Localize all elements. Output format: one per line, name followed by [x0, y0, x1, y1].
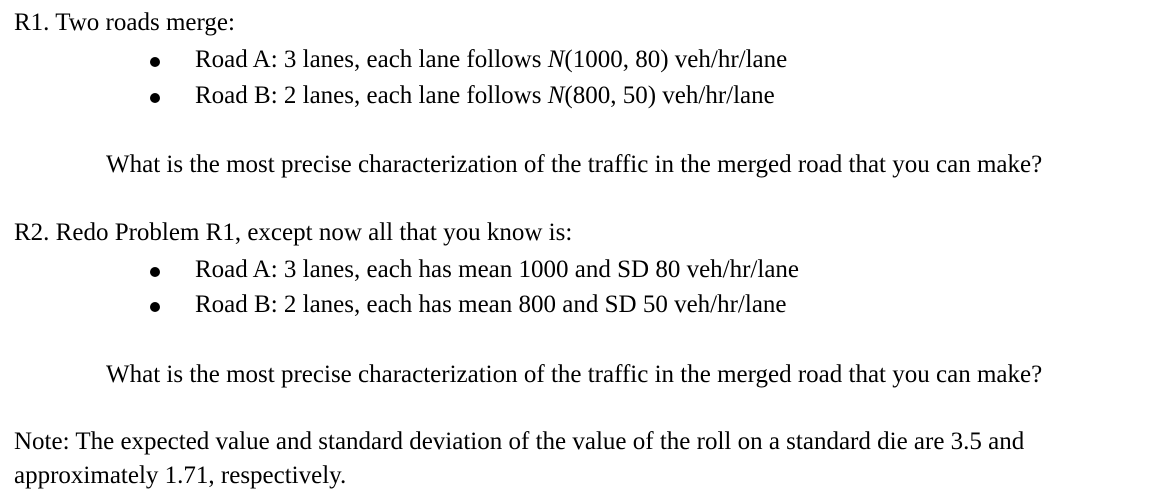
- r1-road-a-prefix: Road A: 3 lanes, each lane follows: [195, 46, 548, 73]
- r1-question: What is the most precise characterization of the traffic in the merged road that you can make?: [106, 151, 1043, 178]
- r2-question: What is the most precise characterization of the traffic in the merged road that you can make?: [106, 361, 1043, 388]
- bullet-icon: [150, 93, 160, 103]
- r1-heading: R1. Two roads merge:: [14, 9, 235, 36]
- r1-road-a-params: (1000, 80) veh/hr/lane: [564, 46, 788, 73]
- r1-bullet-road-b: [195, 78, 775, 114]
- r2-bullet-road-a: Road A: 3 lanes, each has mean 1000 and SD 80 veh/hr/lane: [195, 256, 800, 283]
- bullet-icon: [150, 302, 160, 312]
- r1-road-a-distribution: N: [547, 46, 565, 73]
- r2-heading: R2. Redo Problem R1, except now all that you know is:: [14, 219, 573, 246]
- bullet-icon: [150, 267, 160, 277]
- r1-bullet-road-a: [195, 42, 787, 78]
- r1-road-b-distribution: N: [547, 82, 565, 109]
- note-line-2: approximately 1.71, respectively.: [14, 462, 347, 489]
- r1-road-b-params: (800, 50) veh/hr/lane: [564, 82, 775, 109]
- note-line-1: Note: The expected value and standard deviation of the value of the roll on a standard die are 3.5 and: [14, 428, 1025, 455]
- r1-road-b-prefix: Road B: 2 lanes, each lane follows: [195, 82, 548, 109]
- bullet-icon: [150, 57, 160, 67]
- r2-bullet-road-b: Road B: 2 lanes, each has mean 800 and SD 50 veh/hr/lane: [195, 291, 787, 318]
